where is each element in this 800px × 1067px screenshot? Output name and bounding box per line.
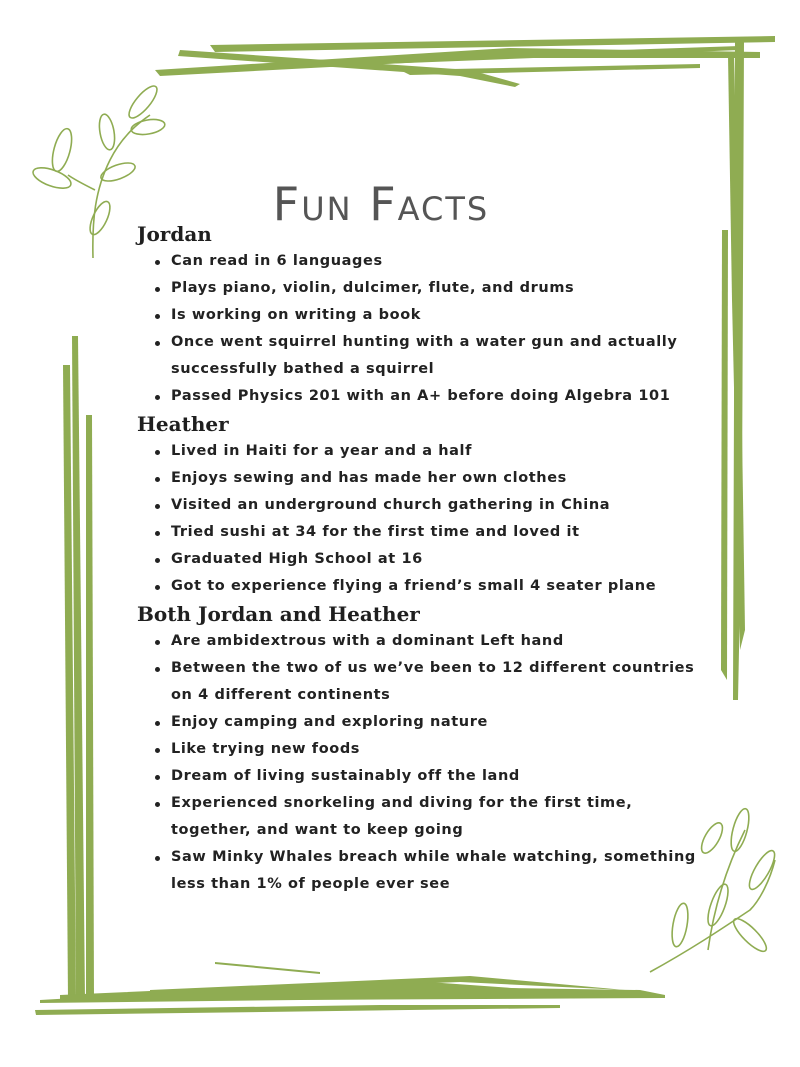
list-item: Graduated High School at 16 (153, 546, 697, 573)
fact-list (137, 248, 697, 410)
list-item: Tried sushi at 34 for the first time and loved it (153, 519, 697, 546)
section-heading: Both Jordan and Heather (137, 602, 420, 626)
list-item: Is working on writing a book (153, 302, 697, 329)
list-item: Lived in Haiti for a year and a half (153, 438, 697, 465)
section-heather (137, 410, 697, 600)
fact-list (137, 438, 697, 600)
list-item: Enjoy camping and exploring nature (153, 709, 697, 736)
list-item: Are ambidextrous with a dominant Left hand (153, 628, 697, 655)
section-heading: Heather (137, 412, 229, 436)
list-item: Once went squirrel hunting with a water gun and actually successfully bathed a squirrel (153, 329, 697, 383)
section-both (137, 600, 697, 898)
list-item: Experienced snorkeling and diving for the first time, together, and want to keep going (153, 790, 697, 844)
list-item: Can read in 6 languages (153, 248, 697, 275)
section-heading: Jordan (137, 222, 212, 246)
list-item: Like trying new foods (153, 736, 697, 763)
list-item: Visited an underground church gathering in China (153, 492, 697, 519)
list-item: Saw Minky Whales breach while whale watching, something less than 1% of people ever see (153, 844, 697, 898)
list-item: Between the two of us we’ve been to 12 different countries on 4 different continents (153, 655, 697, 709)
list-item: Plays piano, violin, dulcimer, flute, and drums (153, 275, 697, 302)
list-item: Passed Physics 201 with an A+ before doing Algebra 101 (153, 383, 697, 410)
list-item: Got to experience flying a friend’s small 4 seater plane (153, 573, 697, 600)
section-jordan (137, 220, 697, 410)
page-title: Fun Facts (272, 176, 490, 231)
fact-list (137, 628, 697, 898)
facts-content (137, 220, 697, 898)
list-item: Dream of living sustainably off the land (153, 763, 697, 790)
list-item: Enjoys sewing and has made her own clothes (153, 465, 697, 492)
